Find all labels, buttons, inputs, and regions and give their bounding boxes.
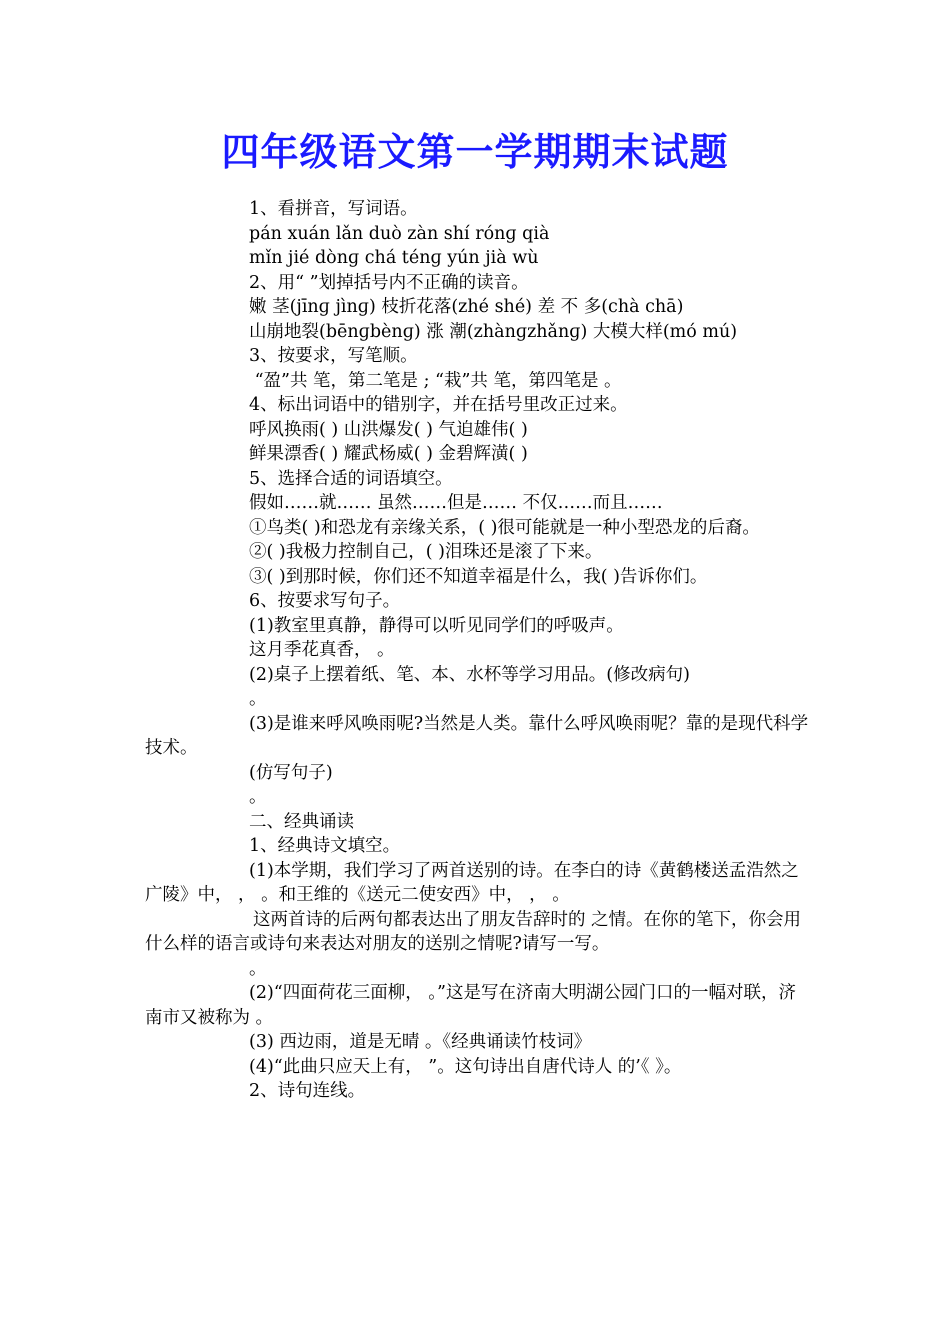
question-line: 假如……就…… 虽然……但是…… 不仅……而且……: [249, 493, 663, 513]
question-line: (仿写句子): [249, 762, 333, 783]
document-title: 四年级语文第一学期期末试题: [221, 129, 729, 174]
pinyin-line: mǐn jié dònɡ chá ténɡ yún jià wù: [249, 248, 539, 268]
section-heading: 二、经典诵读: [249, 811, 354, 832]
answer-blank: 。: [249, 787, 267, 807]
answer-blank: 。: [249, 958, 267, 979]
question-line: 鲜果漂香( ) 耀武杨威( ) 金碧辉潢( ): [249, 444, 528, 464]
question-line: 嫩 茎(jīnɡ jìnɡ) 枝折花落(zhé shé) 差 不 多(chà chā): [249, 297, 684, 317]
question-line: (1)教室里真静，静得可以听见同学们的呼吸声。: [249, 615, 624, 636]
question-line: ②( )我极力控制自己，( )泪珠还是滚了下来。: [249, 542, 603, 562]
question-line: 这月季花真香， 。: [249, 640, 395, 660]
question-line: (3) 西边雨，道是无晴 。《经典诵读竹枝词》: [249, 1032, 592, 1052]
question-line: “盈”共 笔，第二笔是 ; “栽”共 笔，第四笔是 。: [249, 370, 622, 391]
section-heading: 3、按要求，写笔顺。: [249, 346, 418, 366]
question-paragraph: (3)是谁来呼风唤雨呢?当然是人类。靠什么呼风唤雨呢？靠的是现代科学技术。: [145, 713, 809, 758]
question-line: 呼风换雨( ) 山洪爆发( ) 气迫雄伟( ): [249, 419, 528, 440]
section-heading: 4、标出词语中的错别字，并在括号里改正过来。: [249, 395, 628, 415]
section-heading: 1、看拼音，写词语。: [249, 199, 418, 219]
question-line: 山崩地裂(bēnɡbènɡ) 涨 潮(zhànɡzhǎnɡ) 大模大样(mó mú): [249, 321, 738, 342]
section-heading: 1、经典诗文填空。: [249, 836, 401, 856]
question-paragraph: (1)本学期，我们学习了两首送别的诗。在李白的诗《黄鹤楼送孟浩然之广陵》中， ， 。和王维的《送元二使安西》中， ， 。: [145, 860, 799, 905]
pinyin-line: pán xuán lǎn duò zàn shí rónɡ qià: [249, 223, 550, 244]
section-heading: 6、按要求写句子。: [249, 591, 401, 611]
section-heading: 5、选择合适的词语填空。: [249, 468, 453, 489]
section-heading: 2、诗句连线。: [249, 1081, 366, 1101]
question-line: ③( )到那时候，你们还不知道幸福是什么，我( )告诉你们。: [249, 566, 708, 587]
document-body: [145, 197, 810, 1104]
answer-blank: 。: [249, 689, 267, 709]
question-paragraph: (2)“四面荷花三面柳， 。”这是写在济南大明湖公园门口的一幅对联，济南市又被称为 。: [145, 983, 796, 1028]
question-paragraph: ①鸟类( )和恐龙有亲缘关系，( )很可能就是一种小型恐龙的后裔。: [249, 517, 760, 538]
question-paragraph: 这两首诗的后两句都表达出了朋友告辞时的 之情。在你的笔下，你会用什么样的语言或诗句来表达对朋友的送别之情呢?请写一写。: [145, 909, 802, 954]
section-heading: 2、用“ ”划掉括号内不正确的读音。: [249, 272, 529, 293]
question-line: (2)桌子上摆着纸、笔、本、水杯等学习用品。(修改病句): [249, 664, 690, 685]
question-paragraph: (4)“此曲只应天上有， ”。这句诗出自唐代诗人 的’《 》。: [249, 1056, 682, 1077]
